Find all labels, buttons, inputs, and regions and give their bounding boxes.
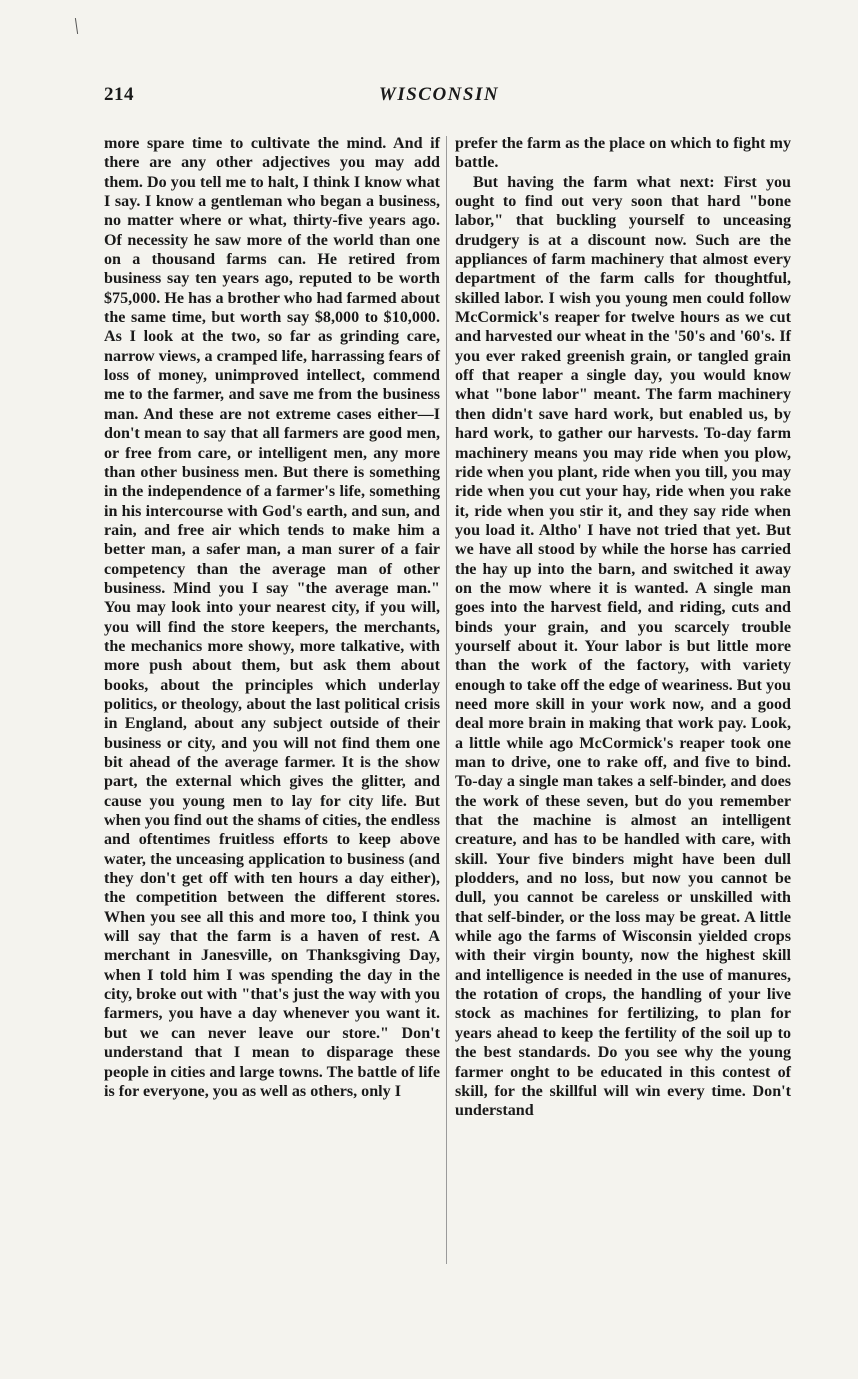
right-paragraph-2: But having the farm what next: First you ought to find out very soon that hard "bone labor," that buckling yourself to unceasing drudgery is at a discount now. Such are the appliances of farm machinery that almost every department of the farm calls for thoughtful, skilled labor. I wish you young men could follow McCormick's reaper for twelve hours as we cut and harvested our wheat in the '50's and '60's. If you ever raked greenish grain, or tangled grain off that reaper a single day, you would know what "bone labor" meant. The farm machinery then didn't save hard work, but enabled us, by hard work, to gather our harvests. To-day farm machinery means you may ride when you plow, ride when you plant, ride when you till, you may ride when you cut your hay, ride when you rake it, ride when you stir it, and they say ride when you load it. Altho' I have not tried that yet. But we have all stood by while the horse has carried the hay up into the barn, and switched it away on the mow where it is wanted. A single man goes into the harvest field, and riding, cuts and binds your grain, and you scarcely trouble yourself about it. Your labor is but little more than the work of the factory, with variety enough to take off the edge of weariness. But you need more skill in your work now, and a good deal more brain in making that work pay. Look, a little while ago McCormick's reaper took one man to drive, one to rake off, and five to bind. To-day a single man takes a self-binder, and does the work of these seven, but do you remember that the machine is almost an intelligent creature, and has to be handled with care, with skill. Your five binders might have been dull plodders, and no loss, but now you cannot be dull, you cannot be careless or unskilled with that self-binder, or the loss may be great. A little while ago the farms of Wisconsin yielded crops with their virgin bounty, now the highest skill and intelligence is needed in the use of manures, the rotation of crops, the handling of your live stock as machines for fertilizing, to plan for years ahead to keep the fertility of the soil up to the best standards. Do you see why the young farmer onght to be educated in this contest of skill, for the skillful will win every time. Don't understand [455,173,791,1120]
column-divider [446,136,447,1264]
margin-tick-mark [75,18,78,34]
left-column [104,134,440,1101]
right-paragraph-1: prefer the farm as the place on which to fight my battle. [455,135,791,172]
right-column [455,134,791,1121]
page-number: 214 [104,84,134,105]
running-head: WISCONSIN [378,84,500,105]
left-paragraph-1: more spare time to cultivate the mind. And if there are any other adjectives you may add them. Do you tell me to halt, I think I know what I say. I know a gentleman who began a business, no matter where or what, thirty-five years ago. Of necessity he saw more of the world than one on a thousand farms can. He retired from business say ten years ago, reputed to be worth $75,000. He has a brother who had farmed about the same time, but worth say $8,000 to $10,000. As I look at the two, so far as grinding care, narrow views, a cramped life, harrassing fears of loss of money, unimproved intellect, commend me to the farmer, and save me from the business man. And these are not extreme cases either—I don't mean to say that all farmers are good men, or free from care, or intelligent men, any more than other business men. But there is something in the independence of a farmer's life, something in his intercourse with God's earth, and sun, and rain, and free air which tends to make him a better man, a safer man, a man surer of a fair competency than the average man of other business. Mind you I say "the average man." You may look into your nearest city, if you will, you will find the store keepers, the merchants, the mechanics more showy, more talkative, with more push about them, but ask them about books, about the principles which underlay politics, or theology, about the last political crisis in England, about any subject outside of their business or city, and you will not find them one bit ahead of the average farmer. It is the show part, the external which gives the glitter, and cause you young men to lay for city life. But when you find out the shams of cities, the endless and oftentimes fruitless efforts to keep above water, the unceasing application to business (and they don't get off with ten hours a day either), the competition between the different stores. When you see all this and more too, I think you will say that the farm is a haven of rest. A merchant in Janesville, on Thanksgiving Day, when I told him I was spending the day in the city, broke out with "that's just the way with you farmers, you have a day whenever you want it. but we can never leave our store." Don't understand that I mean to disparage these people in cities and large towns. The battle of life is for everyone, you as well as others, only I [104,135,440,1100]
